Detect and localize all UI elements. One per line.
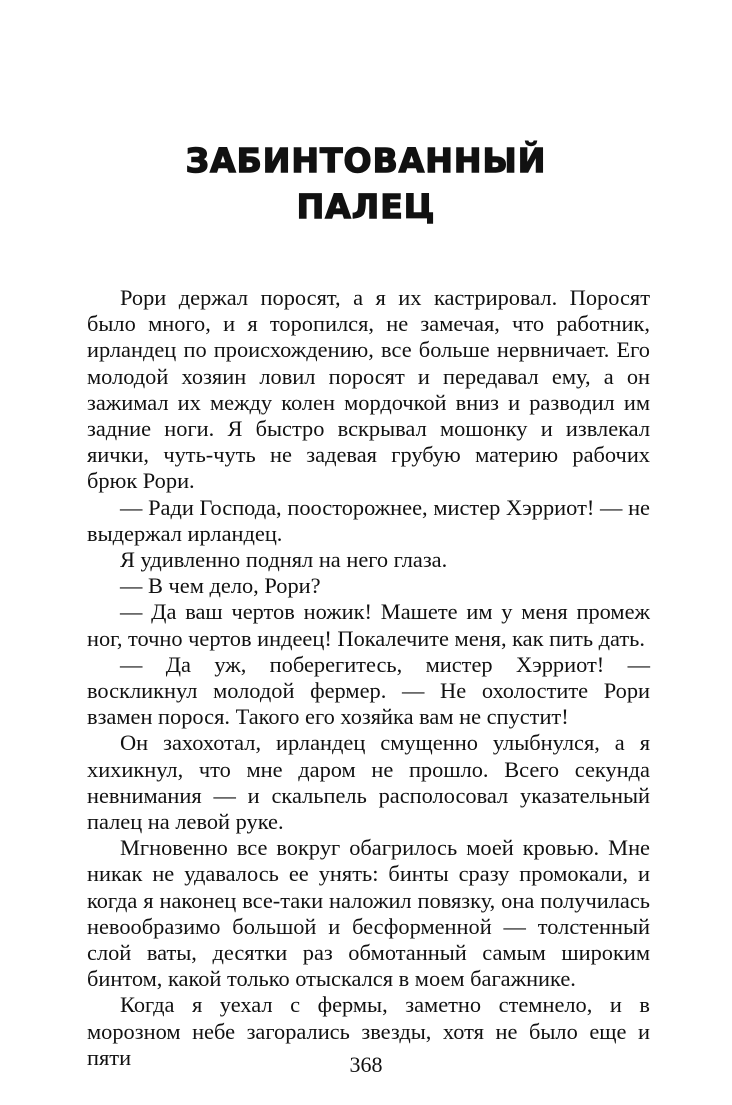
paragraph: — В чем дело, Рори? [120,573,321,599]
chapter-title-line-2: ПАЛЕЦ [296,187,436,226]
chapter-title-line-1: ЗАБИНТОВАННЫЙ [185,141,547,180]
paragraph: — Да уж, поберегитесь, мистер Хэрриот! — воскликнул молодой фермер. — Не охолостите Рори взамен порося. Такого его хозяйка вам не спустит! [87,651,650,730]
paragraph: Я удивленно поднял на него глаза. [120,547,448,573]
chapter-body [87,285,650,1071]
paragraph: Он захохотал, ирландец смущенно улыбнулся, а я хихикнул, что мне даром не прошло. Всего секунда невнимания — и скальпель располосовал указательный палец на левой руке. [87,730,650,835]
paragraph: Мгновенно все вокруг обагрилось моей кровью. Мне никак не удавалось ее унять: бинты сразу промокали, и когда я наконец все-таки наложил повязку, она получилась невообразимо большой и бесформенной — толстенный слой ваты, десятки раз обмотанный самым широким бинтом, какой только отыскался в моем багажнике. [87,835,650,992]
paragraph: Рори держал поросят, а я их кастрировал. Поросят было много, и я торопился, не замечая, что работник, ирландец по происхождению, все больше нервничает. Его молодой хозяин ловил поросят и передавал ему, а он зажимал их между колен мордочкой вниз и разводил им задние ноги. Я быстро вскрывал мошонку и извлекал яички, чуть-чуть не задевая грубую материю рабочих брюк Рори. [87,285,650,494]
paragraph: Когда я уехал с фермы, заметно стемнело, и в морозном небе загорались звезды, хотя не было еще и пяти [87,992,650,1070]
paragraph: — Ради Господа, поосторожнее, мистер Хэрриот! — не выдержал ирландец. [87,494,650,546]
chapter-title [0,138,732,230]
page-number: 368 [349,1052,383,1077]
paragraph: — Да ваш чертов ножик! Машете им у меня промеж ног, точно чертов индеец! Покалечите меня, как пить дать. [87,599,650,651]
